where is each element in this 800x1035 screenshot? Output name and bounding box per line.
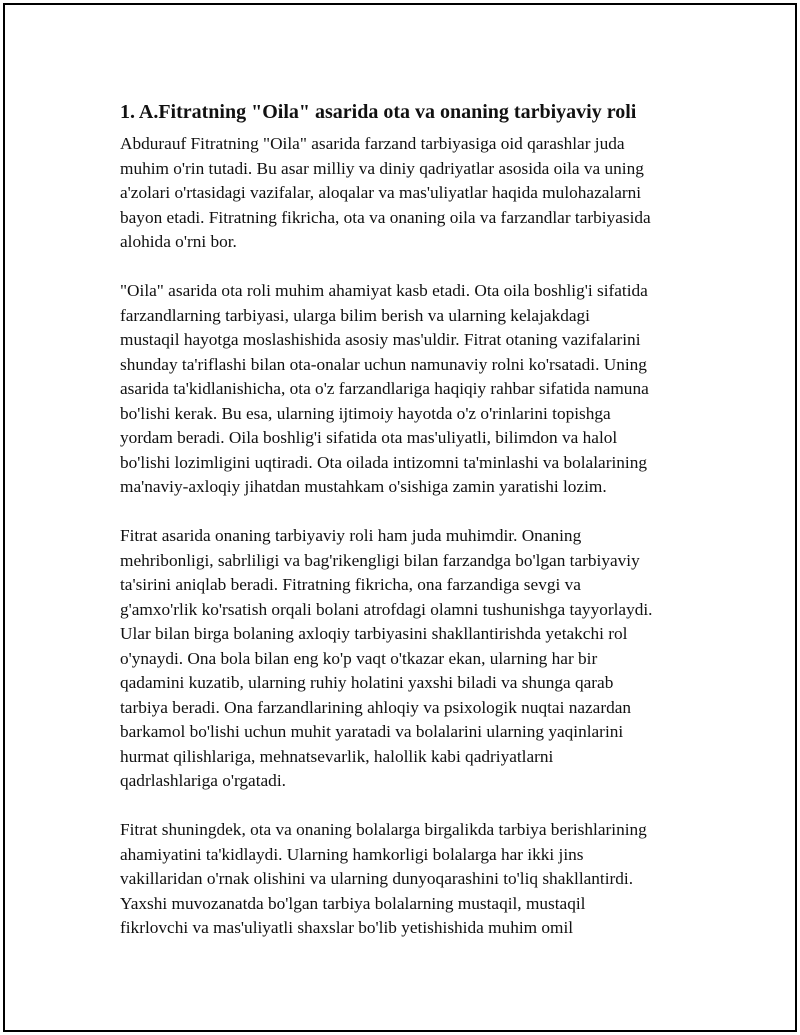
document-body (120, 98, 695, 965)
paragraph-mother-role: Fitrat asarida onaning tarbiyaviy roli ham juda muhimdir. Onaning mehribonligi, sabrliligi va bag'rikengligi bilan farzandga bo'lgan tarbiyaviy ta'sirini aniqlab beradi. Fitratning fikricha, ona farzandiga sevgi va g'amxo'rlik ko'rsatish orqali bolani atrofdagi olamni tushunishga tayyorlaydi. Ular bilan birga bolaning axloqiy tarbiyasini shakllantirishda yetakchi rol o'ynaydi. Ona bola bilan eng ko'p vaqt o'tkazar ekan, ularning har bir qadamini kuzatib, ularning ruhiy holatini yaxshi biladi va shunga qarab tarbiya beradi. Ona farzandlarining ahloqiy va psixologik nuqtai nazardan barkamol bo'lishi uchun muhit yaratadi va bolalarini ularning yaqinlarini hurmat qilishlariga, mehnatsevarlik, halollik kabi qadriyatlarni qadrlashlariga o'rgatadi. (120, 526, 653, 790)
paragraph-father-role: "Oila" asarida ota roli muhim ahamiyat kasb etadi. Ota oila boshlig'i sifatida farzandlarning tarbiyasi, ularga bilim berish va ularning kelajakdagi mustaqil hayotga moslashishida asosiy mas'uldir. Fitrat otaning vazifalarini shunday ta'riflashi bilan ota-onalar uchun namunaviy rolni ko'rsatadi. Uning asarida ta'kidlanishicha, ota o'z farzandlariga haqiqiy rahbar sifatida namuna bo'lishi kerak. Bu esa, ularning ijtimoiy hayotda o'z o'rinlarini topishga yordam beradi. Oila boshlig'i sifatida ota mas'uliyatli, bilimdon va halol bo'lishi lozimligini uqtiradi. Ota oilada intizomni ta'minlashi va bolalarining ma'naviy-axloqiy jihatdan mustahkam o'sishiga zamin yaratishi lozim. (120, 281, 649, 496)
section-heading: 1. A.Fitratning "Oila" asarida ota va onaning tarbiyaviy roli (120, 101, 637, 123)
paragraph-intro: Abdurauf Fitratning "Oila" asarida farzand tarbiyasiga oid qarashlar juda muhim o'rin tutadi. Bu asar milliy va diniy qadriyatlar asosida oila va uning a'zolari o'rtasidagi vazifalar, aloqalar va mas'uliyatlar haqida mulohazalarni bayon etadi. Fitratning fikricha, ota va onaning oila va farzandlar tarbiyasida alohida o'rni bor. (120, 134, 651, 251)
document-page (3, 3, 797, 1032)
paragraph-joint-upbringing: Fitrat shuningdek, ota va onaning bolalarga birgalikda tarbiya berishlarining ahamiyatini ta'kidlaydi. Ularning hamkorligi bolalarga har ikki jins vakillaridan o'rnak olishini va ularning dunyoqarashini to'liq shakllantirdi. Yaxshi muvozanatda bo'lgan tarbiya bolalarning mustaqil, mustaqil fikrlovchi va mas'uliyatli shaxslar bo'lib yetishishida muhim omil (120, 820, 647, 937)
